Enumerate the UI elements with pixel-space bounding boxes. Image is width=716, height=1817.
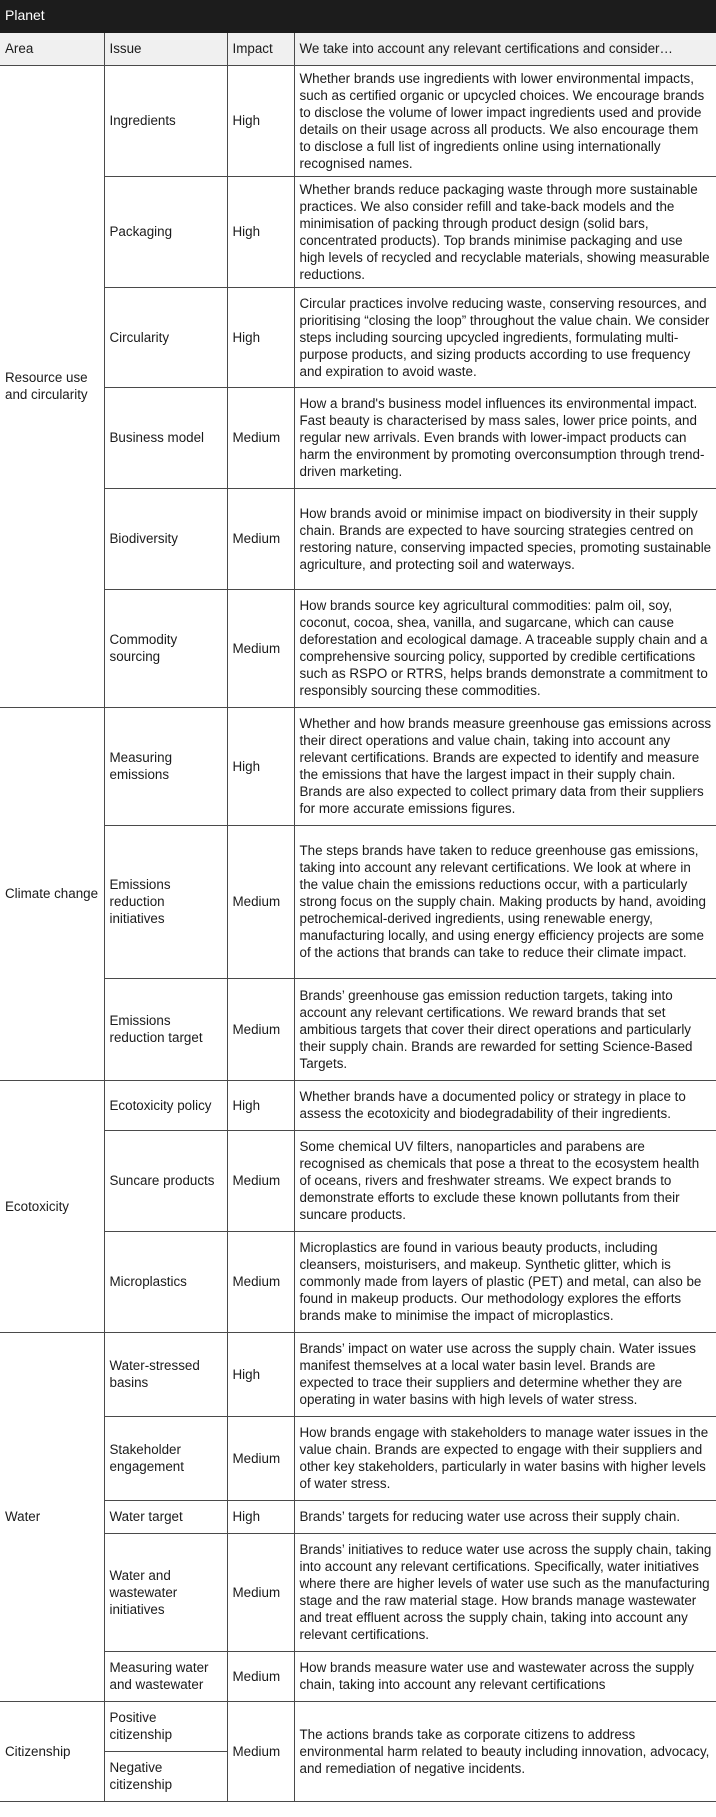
area-climate-change: Climate change [0, 707, 104, 1080]
description-cell: Whether brands reduce packaging waste through more sustainable practices. We also consider refill and take-back models and the minimisation of packing through product design (solid bars, concentrated products). Top brands minimise packaging and use high levels of recycled and recyclable materials, showing measurable reductions. [294, 176, 716, 287]
description-cell: Whether and how brands measure greenhouse gas emissions across their direct operations and value chain, taking into account any relevant certifications. Brands are expected to identify and measure the emissions that have the largest impact in their supply chain. Brands are also expected to collect primary data from their suppliers for more accurate emissions figures. [294, 707, 716, 825]
table-row [0, 488, 716, 589]
issue-cell: Microplastics [104, 1231, 227, 1332]
impact-cell: Medium [227, 1130, 294, 1231]
issue-cell: Measuring emissions [104, 707, 227, 825]
header-description: We take into account any relevant certifications and consider… [294, 33, 716, 65]
issue-cell: Emissions reduction target [104, 978, 227, 1080]
description-cell: Brands’ greenhouse gas emission reduction targets, taking into account any relevant certifications. We reward brands that set ambitious targets that cover their direct operations and particularly their supply chain. Brands are rewarded for setting Science-Based Targets. [294, 978, 716, 1080]
table-row [0, 1500, 716, 1533]
table-row [0, 1080, 716, 1130]
impact-cell: High [227, 707, 294, 825]
table-row [0, 1130, 716, 1231]
table-row [0, 825, 716, 978]
impact-cell: Medium [227, 1701, 294, 1801]
issue-cell: Biodiversity [104, 488, 227, 589]
issue-cell: Business model [104, 387, 227, 488]
issue-cell: Packaging [104, 176, 227, 287]
issue-cell: Suncare products [104, 1130, 227, 1231]
impact-cell: Medium [227, 1231, 294, 1332]
description-cell: Microplastics are found in various beauty products, including cleansers, moisturisers, and makeup. Synthetic glitter, which is commonly made from layers of plastic (PET) and metal, can also be found in makeup products. Our methodology explores the efforts brands make to minimise the impact of microplastics. [294, 1231, 716, 1332]
impact-cell: High [227, 1080, 294, 1130]
issue-cell: Negative citizenship [104, 1751, 227, 1801]
description-cell: Whether brands use ingredients with lower environmental impacts, such as certified organic or upcycled choices. We encourage brands to disclose the volume of lower impact ingredients used and provide details on their usage across all products. We also encourage them to disclose a full list of ingredients online using internationally recognised names. [294, 65, 716, 176]
impact-cell: High [227, 1500, 294, 1533]
description-cell: How brands avoid or minimise impact on biodiversity in their supply chain. Brands are expected to have sourcing strategies centred on restoring nature, conserving impacted species, promoting sustainable agriculture, and protecting soil and waterways. [294, 488, 716, 589]
impact-cell: High [227, 1332, 294, 1416]
area-ecotoxicity: Ecotoxicity [0, 1080, 104, 1332]
header-impact: Impact [227, 33, 294, 65]
description-cell: How brands engage with stakeholders to manage water issues in the value chain. Brands are expected to engage with their suppliers and other key stakeholders, particularly in water basins with higher levels of water stress. [294, 1416, 716, 1500]
description-cell: The actions brands take as corporate citizens to address environmental harm related to beauty including innovation, advocacy, and remediation of negative incidents. [294, 1701, 716, 1801]
impact-cell: Medium [227, 589, 294, 707]
impact-cell: Medium [227, 1533, 294, 1651]
table-row [0, 65, 716, 176]
header-issue: Issue [104, 33, 227, 65]
table-title: Planet [0, 0, 716, 33]
description-cell: How brands measure water use and wastewater across the supply chain, taking into account any relevant certifications [294, 1651, 716, 1701]
table-row [0, 1332, 716, 1416]
table-row [0, 589, 716, 707]
impact-cell: High [227, 287, 294, 387]
impact-cell: Medium [227, 1651, 294, 1701]
table-row [0, 1651, 716, 1701]
table-header-row [0, 33, 716, 65]
area-citizenship: Citizenship [0, 1701, 104, 1801]
impact-cell: Medium [227, 387, 294, 488]
area-water: Water [0, 1332, 104, 1701]
header-area: Area [0, 33, 104, 65]
issue-cell: Water target [104, 1500, 227, 1533]
issue-cell: Measuring water and wastewater [104, 1651, 227, 1701]
table-row [0, 707, 716, 825]
description-cell: Brands’ initiatives to reduce water use across the supply chain, taking into account any relevant certifications. Specifically, water initiatives where there are higher levels of water use such as the manufacturing stage and the raw material stage. How brands manage wastewater and treat effluent across the supply chain, taking into account any relevant certifications. [294, 1533, 716, 1651]
impact-cell: Medium [227, 978, 294, 1080]
table-row [0, 1231, 716, 1332]
description-cell: How a brand's business model influences its environmental impact. Fast beauty is characterised by mass sales, lower price points, and regular new arrivals. Even brands with lower-impact products can harm the environment by promoting overconsumption through trend-driven marketing. [294, 387, 716, 488]
description-cell: Brands’ impact on water use across the supply chain. Water issues manifest themselves at a local water basin level. Brands are expected to trace their suppliers and determine whether they are operating in water basins with high levels of water stress. [294, 1332, 716, 1416]
table-row [0, 387, 716, 488]
issue-cell: Water-stressed basins [104, 1332, 227, 1416]
issue-cell: Circularity [104, 287, 227, 387]
issue-cell: Stakeholder engagement [104, 1416, 227, 1500]
description-cell: Brands’ targets for reducing water use across their supply chain. [294, 1500, 716, 1533]
table-row [0, 287, 716, 387]
planet-issues-table [0, 33, 716, 1802]
description-cell: The steps brands have taken to reduce greenhouse gas emissions, taking into account any relevant certifications. We look at where in the value chain the emissions reductions occur, with a particularly strong focus on the supply chain. Making products by hand, avoiding petrochemical-derived ingredients, using renewable energy, manufacturing locally, and using energy efficiency projects are some of the actions that brands can take to reduce their climate impact. [294, 825, 716, 978]
issue-cell: Positive citizenship [104, 1701, 227, 1751]
table-row [0, 1701, 716, 1751]
issue-cell: Water and wastewater initiatives [104, 1533, 227, 1651]
table-row [0, 1416, 716, 1500]
description-cell: How brands source key agricultural commodities: palm oil, soy, coconut, cocoa, shea, vanilla, and sugarcane, which can cause deforestation and ecological damage. A traceable supply chain and a comprehensive sourcing policy, supported by credible certifications such as RSPO or RTRS, helps brands demonstrate a commitment to responsibly sourcing these commodities. [294, 589, 716, 707]
table-row [0, 978, 716, 1080]
impact-cell: Medium [227, 825, 294, 978]
issue-cell: Commodity sourcing [104, 589, 227, 707]
table-row [0, 1533, 716, 1651]
area-resource-use: Resource use and circularity [0, 65, 104, 707]
impact-cell: High [227, 176, 294, 287]
impact-cell: Medium [227, 1416, 294, 1500]
issue-cell: Ingredients [104, 65, 227, 176]
impact-cell: High [227, 65, 294, 176]
impact-cell: Medium [227, 488, 294, 589]
description-cell: Some chemical UV filters, nanoparticles and parabens are recognised as chemicals that pose a threat to the ecosystem health of oceans, rivers and freshwater streams. We expect brands to demonstrate efforts to exclude these known pollutants from their suncare products. [294, 1130, 716, 1231]
description-cell: Circular practices involve reducing waste, conserving resources, and prioritising “closing the loop” throughout the value chain. We consider steps including sourcing upcycled ingredients, formulating multi-purpose products, and sizing products according to use frequency and expiration to avoid waste. [294, 287, 716, 387]
description-cell: Whether brands have a documented policy or strategy in place to assess the ecotoxicity and biodegradability of their ingredients. [294, 1080, 716, 1130]
table-row [0, 176, 716, 287]
issue-cell: Emissions reduction initiatives [104, 825, 227, 978]
issue-cell: Ecotoxicity policy [104, 1080, 227, 1130]
